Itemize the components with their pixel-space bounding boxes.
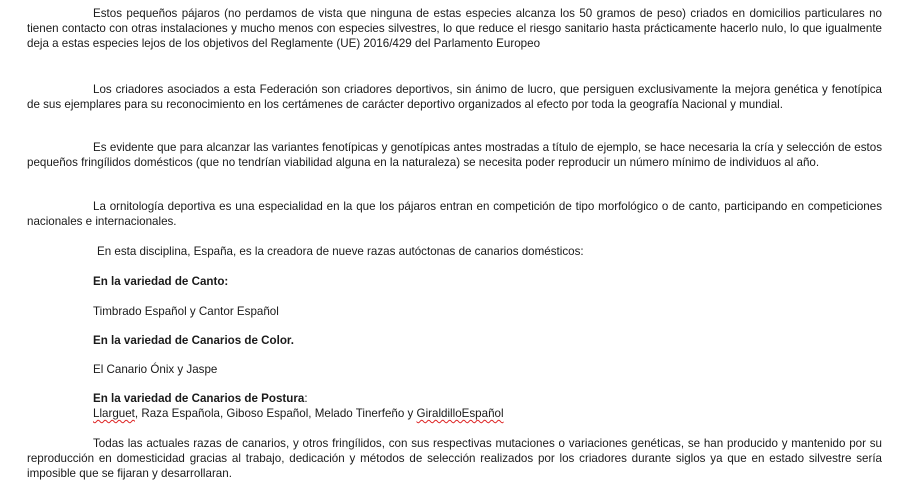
misspelled-word-giraldillo[interactable]: GiraldilloEspañol xyxy=(416,407,504,420)
canto-breeds-list: Timbrado Español y Cantor Español xyxy=(93,305,279,318)
paragraph-federation-breeders: Los criadores asociados a esta Federación son criadores deportivos, sin ánimo de lucro, que persiguen exclusivamente la mejora genética y fenotípica de sus ejemplares para su reconocimiento en los certámenes de carácter deportivo organizados al efecto por toda la geografía Nacional y mundial. xyxy=(27,83,882,111)
heading-canto-variety: En la variedad de Canto: xyxy=(93,275,229,288)
heading-postura-variety xyxy=(93,391,308,406)
paragraph-current-breeds: Todas las actuales razas de canarios, y otros fringílidos, con sus respectivas mutaciones o variaciones genéticas, se han producido y mantenido por su reproducción en domesticidad gracias al trabajo, dedicación y métodos de selección realizados por los criadores durante siglos ya que en estado silvestre sería imposible que se fijaran y desarrollaran. xyxy=(27,437,882,480)
paragraph-spain-breeds: En esta disciplina, España, es la creadora de nueve razas autóctonas de canarios domésticos: xyxy=(97,245,584,258)
postura-breeds-middle: , Raza Española, Giboso Español, Melado Tinerfeño y xyxy=(134,407,417,420)
heading-postura-text: En la variedad de Canarios de Postura xyxy=(93,392,305,405)
paragraph-phenotypic-variants: Es evidente que para alcanzar las variantes fenotípicas y genotípicas antes mostradas a título de ejemplo, se hace necesaria la cría y selección de estos pequeños fringílidos domésticos (que no tendrían viabilidad alguna en la naturaleza) se necesita poder reproducir un número mínimo de individuos al año. xyxy=(27,141,882,169)
paragraph-sport-ornithology: La ornitología deportiva es una especialidad en la que los pájaros entran en competición de tipo morfológico o de canto, participando en competiciones nacionales e internacionales. xyxy=(27,200,882,228)
heading-color-variety: En la variedad de Canarios de Color. xyxy=(93,334,295,347)
postura-breeds-list xyxy=(93,406,504,421)
color-breeds-list: El Canario Ónix y Jaspe xyxy=(93,363,218,376)
heading-postura-colon: : xyxy=(304,392,308,405)
paragraph-bird-weight: Estos pequeños pájaros (no perdamos de vista que ninguna de estas especies alcanza los 50 gramos de peso) criados en domicilios particulares no tienen contacto con otras instalaciones y mucho menos con especies silvestres, lo que reduce el riesgo sanitario hasta prácticamente hacerlo nulo, lo que igualmente deja a estas especies lejos de los objetivos del Reglamente (UE) 2016/429 del Parlamento Europeo xyxy=(27,7,882,50)
misspelled-word-llarguet[interactable]: Llarguet xyxy=(93,407,135,420)
